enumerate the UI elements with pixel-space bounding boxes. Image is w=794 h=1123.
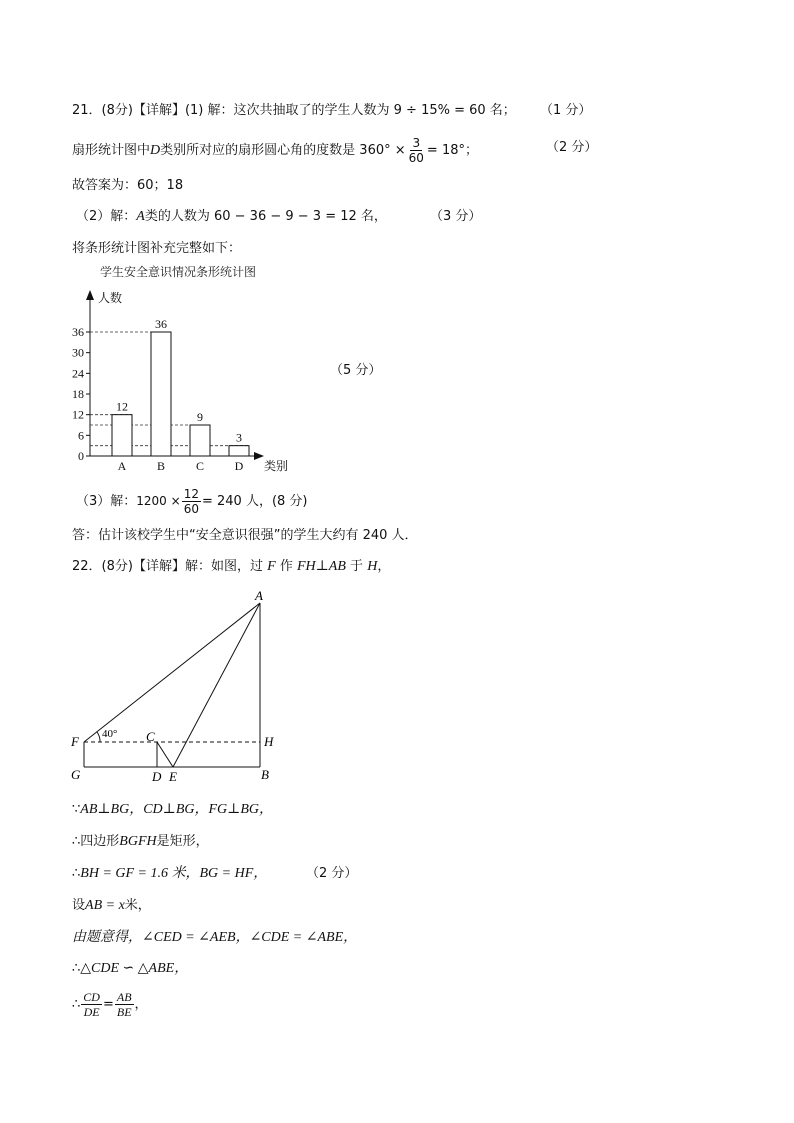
q21-line-2 xyxy=(72,136,478,165)
q21-answer-1: 故答案为：60；18 xyxy=(72,178,184,193)
q21-answer-2: 答：估计该校学生中“安全意识很强”的学生大约有 240 人． xyxy=(72,528,418,543)
q22-step-7: ∴ $\frac{CD}{DE}$ = $\frac{AB}{BE}$ ， xyxy=(72,990,148,1019)
bar-label-A: 12 xyxy=(116,399,128,414)
q21-line2-var: D xyxy=(150,143,161,158)
q21-score-5: （5 分） xyxy=(330,363,382,378)
q22-step-4: 设AB = x米， xyxy=(72,898,151,913)
q21-line2-expr-b: = 18°； xyxy=(426,143,478,158)
y-tick-label-0: 0 xyxy=(78,449,84,463)
q21-line2-prefix: 扇形统计图中 xyxy=(72,143,151,158)
bar-A xyxy=(112,415,132,456)
bar-D xyxy=(229,446,249,456)
q21-complete-line: 将条形统计图补充完整如下： xyxy=(72,241,242,256)
angle-arc xyxy=(97,732,100,742)
x-tick-label-C: C xyxy=(195,459,205,473)
q21-line2-mid: 类别所对应的扇形圆心角的度数是 xyxy=(160,143,356,158)
q22-head: 22．(8分)【详解】解：如图，过 F 作 FH⊥AB 于 H， xyxy=(72,559,391,574)
chart-title: 学生安全意识情况条形统计图 xyxy=(100,265,257,279)
q22-score-2: （2 分） xyxy=(306,866,358,881)
chart-ylabel: 人数 xyxy=(98,291,123,305)
q21-line-1 xyxy=(72,101,516,121)
label-A: A xyxy=(255,588,263,603)
chart-xlabel: 类别 xyxy=(264,459,289,473)
y-axis-arrow xyxy=(86,290,94,300)
bar-label-D: 3 xyxy=(236,430,242,445)
q22-step-1: ∵AB⊥BG，CD⊥BG，FG⊥BG， xyxy=(72,802,273,817)
fraction-AB-BE: $\frac{AB}{BE}$ xyxy=(116,990,132,1019)
q22-step-3: ∴BH = GF = 1.6 米，BG = HF， xyxy=(72,866,268,881)
label-E: E xyxy=(169,769,177,784)
y-tick-label-24: 24 xyxy=(72,366,84,381)
x-tick-label-D: D xyxy=(234,459,244,473)
fraction-CD-DE: $\frac{CD}{DE}$ xyxy=(83,990,100,1019)
bar-C xyxy=(190,425,210,456)
label-G: G xyxy=(71,767,81,782)
y-tick-label-36: 36 xyxy=(72,325,84,339)
q21-score-3: （3 分） xyxy=(430,209,482,224)
y-tick-label-12: 12 xyxy=(72,407,84,422)
label-C: C xyxy=(146,729,155,744)
x-tick-label-A: A xyxy=(117,459,127,473)
q22-step-2: ∴四边形BGFH是矩形， xyxy=(72,834,209,849)
q21-part2-var: A xyxy=(136,209,145,224)
geometry-figure xyxy=(60,585,290,785)
q21-part2: （2）解：A类的人数为 60 − 36 − 9 − 3 = 12 名， xyxy=(76,209,387,224)
q21-fraction-3-60: $\frac{3}{60}$ xyxy=(408,136,424,165)
label-F: F xyxy=(71,734,79,749)
q22-step-6: ∴△CDE ∽ △ABE， xyxy=(72,961,189,976)
q21-score-1: （1 分） xyxy=(540,103,592,118)
y-tick-label-30: 30 xyxy=(72,345,84,360)
q22-step-5: 由题意得，∠CED = ∠AEB，∠CDE = ∠ABE， xyxy=(72,930,358,945)
x-axis-arrow xyxy=(254,452,264,460)
q21-fraction-12-60: $\frac{12}{60}$ xyxy=(183,487,199,516)
segment-CE xyxy=(157,742,173,767)
segment-FA xyxy=(84,603,260,742)
chart-marks xyxy=(72,317,249,473)
label-H: H xyxy=(264,734,274,749)
angle-label: 40° xyxy=(102,728,118,740)
x-tick-label-B: B xyxy=(156,459,166,473)
y-tick-label-6: 6 xyxy=(78,428,84,443)
label-D: D xyxy=(152,769,162,784)
label-B: B xyxy=(261,767,269,782)
q21-score-2: （2 分） xyxy=(546,140,598,155)
bar-label-C: 9 xyxy=(197,410,203,424)
q21-part3: （3）解：1200 × $\frac{12}{60}$ = 240 人，(8 分) xyxy=(76,487,308,516)
y-tick-label-18: 18 xyxy=(72,387,84,401)
bar-chart xyxy=(60,260,320,480)
bar-label-B: 36 xyxy=(155,317,167,331)
q21-line2-expr-a: 360° × xyxy=(359,143,406,158)
bar-B xyxy=(151,332,171,456)
q21-head: 21．(8分)【详解】(1) 解：这次共抽取了的学生人数为 9 ÷ 15% = 60 名； xyxy=(72,103,516,118)
